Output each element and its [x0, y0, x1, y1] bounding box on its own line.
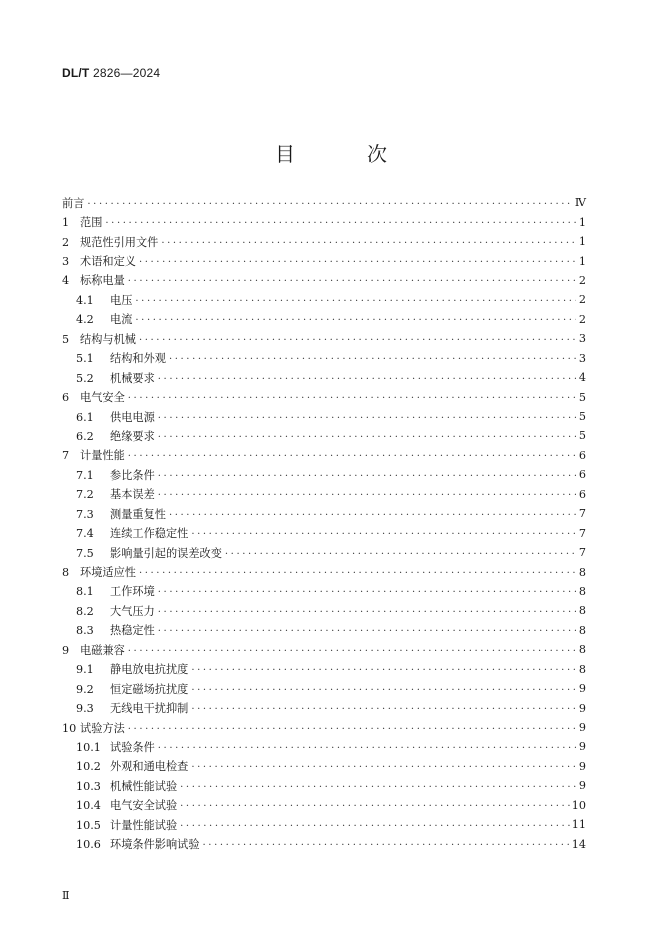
dot-leader [158, 469, 576, 481]
toc-entry-label [76, 681, 188, 697]
toc-entry-label [62, 447, 125, 463]
dot-leader [135, 294, 576, 306]
toc-entry[interactable] [62, 504, 586, 523]
dot-leader [191, 683, 576, 695]
toc-entry-number: 8 [62, 566, 70, 580]
toc-entry-title: 电流 [110, 313, 133, 327]
toc-entry-number: 10.2 [76, 760, 101, 774]
toc-entry[interactable] [62, 562, 586, 581]
toc-entry-label [62, 272, 125, 288]
toc-entry-number: 7.1 [76, 468, 94, 482]
toc-entry-title: 基本误差 [110, 488, 155, 502]
toc-entry-label [76, 292, 132, 308]
page-number: Ⅱ [62, 889, 70, 902]
page-title: 目 次 [275, 142, 413, 166]
toc-entry-number: 7.4 [76, 527, 94, 541]
toc-entry-title: 参比条件 [110, 468, 155, 482]
toc-entry[interactable] [62, 679, 586, 698]
toc-entry-page: 1 [578, 235, 586, 249]
toc-entry-title: 环境适应性 [80, 566, 136, 580]
toc-entry[interactable] [62, 407, 586, 426]
toc-entry-label [62, 642, 125, 658]
standard-number: 2826—2024 [93, 66, 161, 80]
toc-entry-number: 4 [62, 274, 70, 288]
dot-leader [135, 313, 576, 325]
dot-leader [158, 741, 576, 753]
toc-entry-title: 规范性引用文件 [80, 235, 159, 249]
toc-entry-title: 机械要求 [110, 371, 155, 385]
toc-entry-page: 8 [578, 662, 586, 676]
toc-entry[interactable] [62, 212, 586, 231]
toc-entry-number: 5 [62, 332, 70, 346]
toc-entry-page: 10 [571, 798, 586, 812]
toc-entry-page: 14 [571, 837, 586, 851]
toc-entry[interactable] [62, 446, 586, 465]
toc-entry-page: 3 [578, 351, 586, 365]
toc-entry-label [76, 758, 188, 774]
toc-entry-title: 测量重复性 [110, 507, 166, 521]
dot-leader [87, 197, 572, 209]
toc-entry-label [76, 428, 155, 444]
toc-entry-title: 热稳定性 [110, 624, 155, 638]
toc-entry[interactable] [62, 718, 586, 737]
toc-entry-number: 7 [62, 449, 70, 463]
toc-entry-number: 10.3 [76, 779, 101, 793]
dot-leader [158, 488, 576, 500]
dot-leader [158, 430, 576, 442]
toc-entry-title: 环境条件影响试验 [110, 838, 200, 852]
toc-entry-number: 10.5 [76, 818, 101, 832]
toc-entry-title: 绝缘要求 [110, 429, 155, 443]
toc-entry[interactable] [62, 485, 586, 504]
dot-leader [158, 624, 576, 636]
toc-entry[interactable] [62, 368, 586, 387]
toc-entry-page: 8 [578, 623, 586, 637]
toc-entry-number: 8.1 [76, 585, 94, 599]
toc-entry[interactable] [62, 426, 586, 445]
toc-entry[interactable] [62, 698, 586, 717]
toc-entry-title: 术语和定义 [80, 255, 136, 269]
toc-entry-label [76, 467, 155, 483]
dot-leader [191, 663, 576, 675]
dot-leader [169, 352, 576, 364]
toc-entry-label [76, 661, 188, 677]
toc-entry[interactable] [62, 640, 586, 659]
toc-entry[interactable] [62, 193, 586, 212]
toc-entry-number: 6.2 [76, 429, 94, 443]
toc-entry-number: 9 [62, 643, 70, 657]
toc-entry-label [62, 253, 136, 269]
toc-entry-title: 结构和外观 [110, 352, 166, 366]
standard-code [62, 66, 160, 80]
toc-entry-number: 4.2 [76, 313, 94, 327]
toc-entry-label [62, 564, 136, 580]
toc-entry-title: 外观和通电检查 [110, 760, 189, 774]
dot-leader [139, 566, 576, 578]
toc-entry[interactable] [62, 465, 586, 484]
toc-entry-page: 9 [578, 740, 586, 754]
toc-entry-label [76, 778, 177, 794]
toc-entry-label [62, 331, 136, 347]
dot-leader [191, 527, 576, 539]
toc-entry-number: 8.3 [76, 624, 94, 638]
toc-entry-label [76, 739, 155, 755]
toc-entry-page: 7 [578, 526, 586, 540]
toc-entry-title: 计量性能试验 [110, 818, 178, 832]
table-of-contents [62, 193, 586, 854]
dot-leader [158, 411, 576, 423]
toc-entry-label [62, 214, 102, 230]
toc-entry-page: 6 [578, 468, 586, 482]
toc-entry-label [76, 836, 200, 852]
toc-entry-title: 工作环境 [110, 585, 155, 599]
dot-leader [128, 722, 576, 734]
toc-entry-number: 5.2 [76, 371, 94, 385]
toc-entry-page: 9 [578, 779, 586, 793]
toc-entry-label [76, 350, 166, 366]
toc-entry-number: 5.1 [76, 352, 94, 366]
dot-leader [139, 255, 576, 267]
toc-entry-title: 无线电干扰抑制 [110, 702, 189, 716]
toc-entry-label [76, 817, 177, 833]
toc-entry-page: 5 [578, 390, 586, 404]
toc-entry-number: 6.1 [76, 410, 94, 424]
dot-leader [158, 372, 576, 384]
dot-leader [128, 274, 576, 286]
toc-entry[interactable] [62, 796, 586, 815]
toc-entry-label [76, 409, 155, 425]
toc-entry[interactable] [62, 329, 586, 348]
dot-leader [191, 760, 576, 772]
toc-entry-title: 试验方法 [80, 721, 125, 735]
toc-entry-number: 8.2 [76, 604, 94, 618]
toc-entry-page: 5 [578, 429, 586, 443]
dot-leader [225, 547, 576, 559]
toc-entry[interactable] [62, 601, 586, 620]
toc-entry-page: 8 [578, 584, 586, 598]
toc-entry[interactable] [62, 737, 586, 756]
toc-entry-title: 计量性能 [80, 449, 125, 463]
toc-entry[interactable] [62, 387, 586, 406]
toc-entry-title: 电气安全 [80, 391, 125, 405]
toc-entry-page: 2 [578, 312, 586, 326]
toc-entry-page: 3 [578, 332, 586, 346]
dot-leader [191, 702, 576, 714]
toc-entry-number: 1 [62, 216, 70, 230]
toc-entry-label [76, 486, 155, 502]
dot-leader [161, 236, 576, 248]
dot-leader [128, 391, 576, 403]
toc-entry-label [76, 622, 155, 638]
toc-entry[interactable] [62, 776, 586, 795]
dot-leader [203, 838, 570, 850]
toc-entry[interactable] [62, 815, 586, 834]
toc-entry-label [76, 545, 222, 561]
toc-entry-page: 6 [578, 448, 586, 462]
toc-entry-page: 8 [578, 643, 586, 657]
toc-entry[interactable] [62, 310, 586, 329]
toc-entry[interactable] [62, 349, 586, 368]
toc-entry-label [76, 797, 177, 813]
toc-entry-number: 3 [62, 255, 70, 269]
dot-leader [180, 819, 570, 831]
toc-entry[interactable] [62, 834, 586, 853]
toc-entry-number: 10.1 [76, 740, 101, 754]
toc-entry-title: 电压 [110, 293, 133, 307]
dot-leader [128, 644, 576, 656]
toc-entry-number: 9.2 [76, 682, 94, 696]
toc-entry-label [62, 195, 84, 211]
toc-entry-title: 连续工作稳定性 [110, 527, 189, 541]
toc-entry-title: 恒定磁场抗扰度 [110, 682, 189, 696]
toc-entry-number: 2 [62, 235, 70, 249]
toc-entry-title: 静电放电抗扰度 [110, 663, 189, 677]
toc-entry-number: 9.3 [76, 702, 94, 716]
dot-leader [180, 799, 570, 811]
toc-entry-page: 1 [578, 215, 586, 229]
toc-entry-number: 7.3 [76, 507, 94, 521]
toc-entry-title: 前言 [62, 196, 85, 210]
toc-entry[interactable] [62, 251, 586, 270]
toc-entry-label [76, 506, 166, 522]
dot-leader [139, 333, 576, 345]
toc-entry-page: 5 [578, 410, 586, 424]
toc-entry-page: 4 [578, 371, 586, 385]
toc-entry[interactable] [62, 621, 586, 640]
toc-entry-page: 8 [578, 604, 586, 618]
toc-entry-page: 8 [578, 565, 586, 579]
toc-entry-label [76, 525, 188, 541]
toc-entry-title: 影响量引起的误差改变 [110, 546, 222, 560]
toc-entry-label [62, 234, 158, 250]
toc-entry-label [76, 700, 188, 716]
toc-entry[interactable] [62, 757, 586, 776]
toc-entry-title: 电磁兼容 [80, 643, 125, 657]
dot-leader [158, 605, 576, 617]
toc-entry-number: 10.4 [76, 799, 101, 813]
toc-entry-page: 1 [578, 254, 586, 268]
toc-entry-label [76, 603, 155, 619]
toc-entry[interactable] [62, 660, 586, 679]
toc-entry-number: 7.2 [76, 488, 94, 502]
dot-leader [105, 216, 576, 228]
toc-entry-number: 10 [62, 721, 77, 735]
toc-entry-number: 6 [62, 391, 70, 405]
dot-leader [169, 508, 576, 520]
toc-entry-page: 9 [578, 701, 586, 715]
toc-entry[interactable] [62, 271, 586, 290]
toc-entry-page: 7 [578, 507, 586, 521]
toc-entry[interactable] [62, 582, 586, 601]
toc-entry-page: 7 [578, 546, 586, 560]
toc-entry-title: 范围 [80, 216, 103, 230]
dot-leader [158, 585, 576, 597]
dot-leader [180, 780, 576, 792]
toc-entry-title: 大气压力 [110, 604, 155, 618]
dot-leader [128, 449, 576, 461]
toc-entry[interactable] [62, 290, 586, 309]
toc-entry-page: 2 [578, 273, 586, 287]
toc-entry-number: 4.1 [76, 293, 94, 307]
toc-entry-title: 电气安全试验 [110, 799, 178, 813]
toc-entry[interactable] [62, 543, 586, 562]
toc-entry-label [62, 389, 125, 405]
toc-entry-label [76, 370, 155, 386]
toc-entry-label [76, 311, 132, 327]
toc-entry-title: 供电电源 [110, 410, 155, 424]
toc-entry-title: 结构与机械 [80, 332, 136, 346]
toc-entry-page: 2 [578, 293, 586, 307]
toc-entry-number: 9.1 [76, 663, 94, 677]
toc-entry-number: 7.5 [76, 546, 94, 560]
toc-entry[interactable] [62, 232, 586, 251]
toc-entry-page: 9 [578, 682, 586, 696]
toc-entry[interactable] [62, 523, 586, 542]
toc-entry-page: Ⅳ [574, 196, 586, 210]
toc-entry-page: 11 [571, 818, 586, 832]
toc-entry-page: 9 [578, 759, 586, 773]
toc-entry-label [76, 583, 155, 599]
toc-entry-page: 6 [578, 487, 586, 501]
standard-prefix: DL/T [62, 66, 90, 80]
toc-entry-label [62, 720, 125, 736]
toc-entry-number: 10.6 [76, 838, 101, 852]
toc-entry-title: 机械性能试验 [110, 779, 178, 793]
toc-entry-title: 标称电量 [80, 274, 125, 288]
toc-entry-page: 9 [578, 721, 586, 735]
toc-entry-title: 试验条件 [110, 740, 155, 754]
